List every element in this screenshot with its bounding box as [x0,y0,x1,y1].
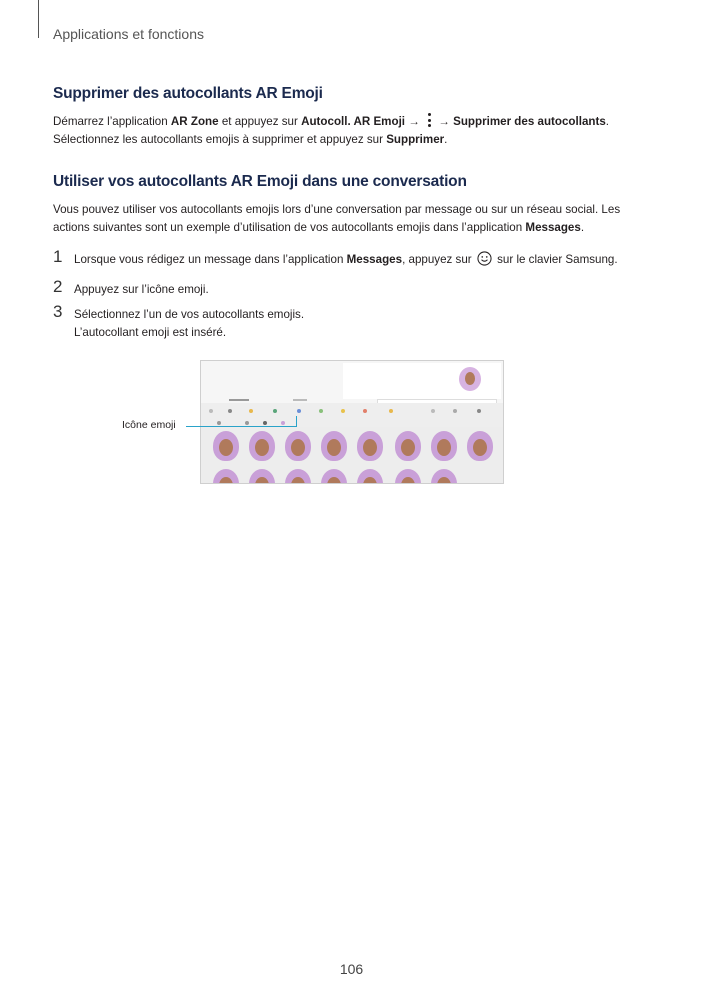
step-text: Appuyez sur l’icône emoji. [74,283,209,296]
sticker [249,469,275,484]
step-number: 3 [53,302,63,321]
bold-ar-zone: AR Zone [170,115,219,128]
step-result: L’autocollant emoji est inséré. [74,326,227,339]
section-title-use: Utiliser vos autocollants AR Emoji dans une conversation [53,173,467,190]
text: . [605,115,610,128]
keyboard-toolbar [201,403,503,419]
text-bar [229,399,249,401]
text: Démarrez l’application [53,115,171,128]
sticker [357,431,383,461]
bold-autocoll: Autocoll. AR Emoji [301,115,406,128]
sticker-face [465,372,475,385]
sticker [321,469,347,484]
text: . [580,221,585,234]
sticker-grid [201,427,503,483]
sticker [285,431,311,461]
arrow: → [405,115,424,128]
step-number: 1 [53,247,63,266]
sticker [249,431,275,461]
keyboard-screenshot [200,360,504,484]
sticker [321,431,347,461]
text: sur le clavier Samsung. [493,253,618,266]
text: . [444,133,448,146]
sticker [467,431,493,461]
bold-supprimer: Supprimer [386,133,445,146]
text: et appuyez sur [218,115,302,128]
sticker [395,469,421,484]
callout-line [296,416,297,427]
text: Sélectionnez les autocollants emojis à supprimer et appuyez sur [53,133,387,146]
sticker [285,469,311,484]
bold-messages: Messages [346,253,403,266]
step-text: Sélectionnez l’un de vos autocollants emojis. [74,308,305,321]
text: actions suivantes sont un exemple d’utilisation de vos autocollants emojis dans l’application [53,221,526,234]
bold-messages: Messages [525,221,581,234]
text-bar [293,399,307,401]
arrow: → [435,115,454,128]
sticker [395,431,421,461]
sticker [431,469,457,484]
step-text [74,251,618,269]
more-options-icon [426,113,432,127]
callout-emoji-icon: Icône emoji [122,419,176,431]
smiley-icon [477,251,492,266]
page-number: 106 [339,961,364,977]
section2-intro [53,201,653,237]
emoji-icon-marker [297,409,301,413]
sticker [357,469,383,484]
step-number: 2 [53,277,63,296]
text: , appuyez sur [402,253,475,266]
bold-supprimer-autocollants: Supprimer des autocollants [453,115,606,128]
text: Vous pouvez utiliser vos autocollants emojis lors d’une conversation par message ou sur un réseau social. Les [53,203,621,216]
sticker [213,469,239,484]
compose-area [343,363,501,399]
sticker [213,431,239,461]
section1-paragraph [53,113,653,149]
callout-line [186,426,297,427]
running-header: Applications et fonctions [53,26,204,42]
text: Lorsque vous rédigez un message dans l’application [74,253,347,266]
header-rule [38,0,39,38]
section-title-delete: Supprimer des autocollants AR Emoji [53,85,323,102]
sticker [431,431,457,461]
